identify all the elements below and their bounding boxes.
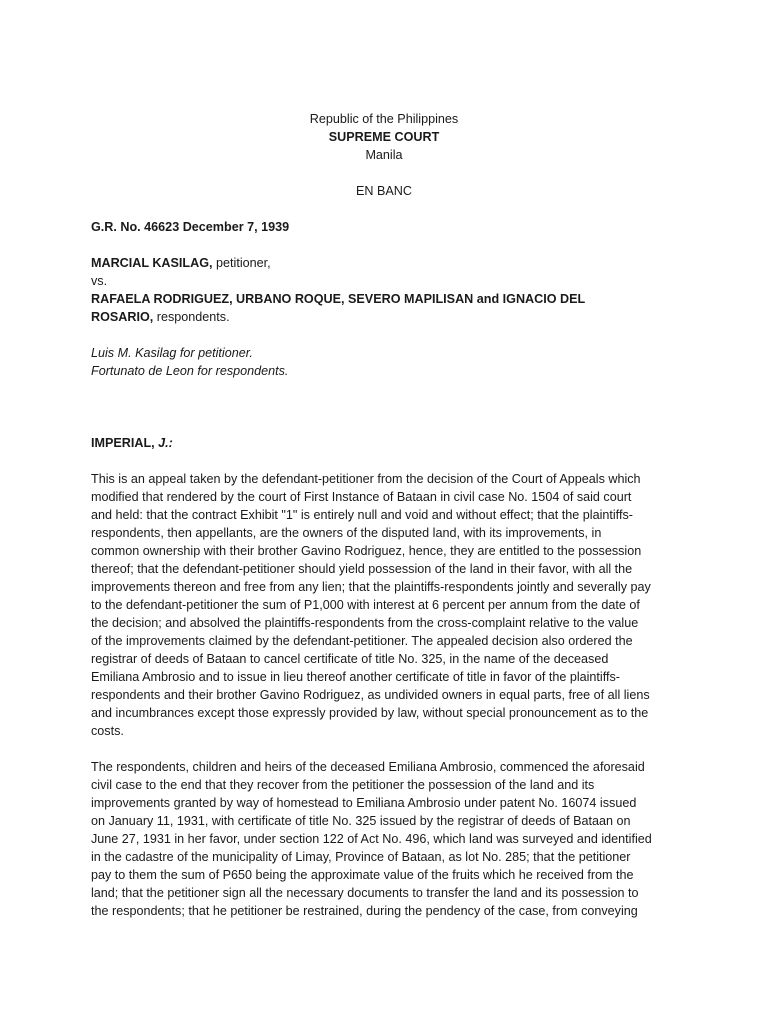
paragraph-line: This is an appeal taken by the defendant-petitioner from the decision of the Court of Appeals which <box>91 472 641 486</box>
paragraph-line: and held: that the contract Exhibit "1" is entirely null and void and without effect; that the plaintiffs- <box>91 508 633 522</box>
country-name: Republic of the Philippines <box>309 112 459 126</box>
paragraph-line: improvements thereon and free from any lien; that the plaintiffs-respondents jointly and severally pay <box>91 580 651 594</box>
paragraph-line: land; that the petitioner sign all the necessary documents to transfer the land and its possession to <box>91 886 639 900</box>
document-header <box>0 110 768 164</box>
court-division <box>0 182 768 200</box>
paragraph-line: to the defendant-petitioner the sum of P1,000 with interest at 6 percent per annum from the date of <box>91 598 640 612</box>
versus-label: vs. <box>91 274 108 288</box>
paragraph-line: costs. <box>91 724 124 738</box>
paragraph-line: common ownership with their brother Gavino Rodriguez, hence, they are entitled to the possession <box>91 544 642 558</box>
paragraph-1 <box>91 470 711 740</box>
respondents-names-line2: ROSARIO, <box>91 310 154 324</box>
court-name: SUPREME COURT <box>328 130 440 144</box>
counsel-respondents: Fortunato de Leon for respondents. <box>91 364 289 378</box>
ponente-name: IMPERIAL, <box>91 436 155 450</box>
paragraph-line: and incumbrances except those expressly provided by law, without special pronouncement as to the <box>91 706 649 720</box>
paragraph-line: Emiliana Ambrosio and to issue in lieu thereof another certificate of title in favor of the plaintiffs- <box>91 670 620 684</box>
paragraph-line: the decision; and absolved the plaintiffs-respondents from the cross-complaint relative to the value <box>91 616 639 630</box>
petitioner-role: petitioner, <box>212 256 271 270</box>
respondents-line2 <box>91 308 230 326</box>
paragraph-line: pay to them the sum of P650 being the approximate value of the fruits which he received from the <box>91 868 634 882</box>
respondents-names-line1: RAFAELA RODRIGUEZ, URBANO ROQUE, SEVERO MAPILISAN and IGNACIO DEL <box>91 292 586 306</box>
paragraph-line: of the improvements claimed by the defendant-petitioner. The appealed decision also ordered the <box>91 634 633 648</box>
paragraph-line: modified that rendered by the court of First Instance of Bataan in civil case No. 1504 of said court <box>91 490 632 504</box>
ponente-line <box>91 434 173 452</box>
paragraph-line: civil case to the end that they recover from the petitioner the possession of the land and its <box>91 778 595 792</box>
paragraph-line: June 27, 1931 in her favor, under section 122 of Act No. 496, which land was surveyed and identified <box>91 832 652 846</box>
paragraph-line: improvements granted by way of homestead to Emiliana Ambrosio under patent No. 16074 issued <box>91 796 637 810</box>
counsel-petitioner: Luis M. Kasilag for petitioner. <box>91 346 253 360</box>
paragraph-line: thereof; that the defendant-petitioner should yield possession of the land in their favor, with all the <box>91 562 633 576</box>
paragraph-line: the respondents; that he petitioner be restrained, during the pendency of the case, from conveying <box>91 904 638 918</box>
petitioner-line <box>91 254 271 272</box>
division-label: EN BANC <box>356 184 412 198</box>
petitioner-name: MARCIAL KASILAG, <box>91 256 213 270</box>
paragraph-line: registrar of deeds of Bataan to cancel certificate of title No. 325, in the name of the deceased <box>91 652 609 666</box>
paragraph-line: in the cadastre of the municipality of Limay, Province of Bataan, as lot No. 285; that the petitioner <box>91 850 631 864</box>
respondents-role: respondents. <box>153 310 230 324</box>
paragraph-line: on January 11, 1931, with certificate of title No. 325 issued by the registrar of deeds of Bataan on <box>91 814 631 828</box>
paragraph-2 <box>91 758 711 920</box>
court-city: Manila <box>365 148 403 162</box>
paragraph-line: The respondents, children and heirs of the deceased Emiliana Ambrosio, commenced the aforesaid <box>91 760 645 774</box>
paragraph-line: respondents and their brother Gavino Rodriguez, as undivided owners in equal parts, free of all liens <box>91 688 650 702</box>
case-number-date: G.R. No. 46623 December 7, 1939 <box>91 220 290 234</box>
ponente-suffix: J.: <box>154 436 173 450</box>
paragraph-line: respondents, then appellants, are the owners of the disputed land, with its improvements, in <box>91 526 602 540</box>
